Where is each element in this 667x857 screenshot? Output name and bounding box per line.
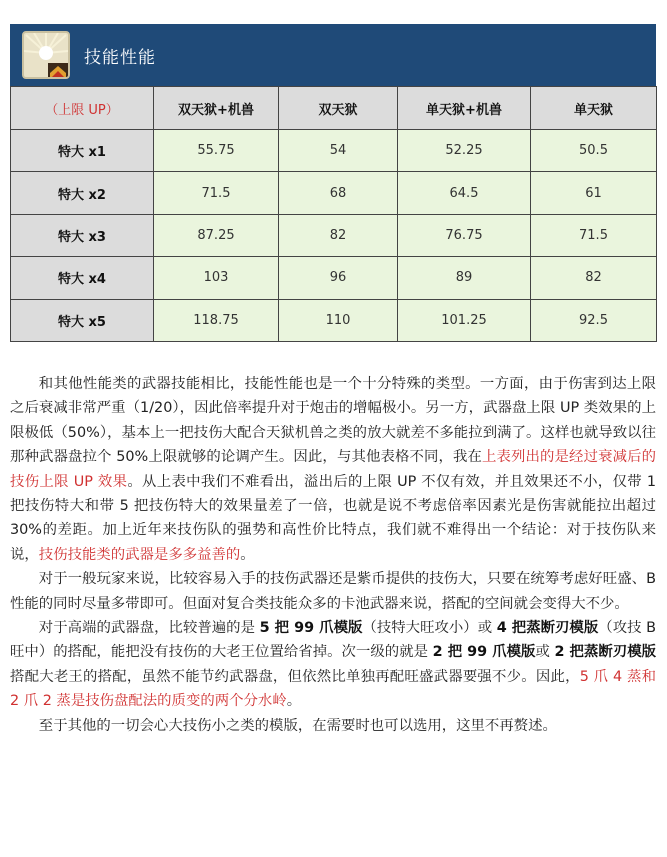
row-header: 特大 x1 [11,130,154,172]
skill-icon [22,31,70,79]
row-header: 特大 x4 [11,257,154,299]
column-header: 双天狱 [279,87,398,130]
highlight-text: 技伤技能类的武器是多多益善的 [38,546,241,563]
table-row [11,172,657,214]
paragraph-1: 和其他性能类的武器技能相比，技能性能也是一个十分特殊的类型。一方面，由于伤害到达上限之后衰减非常严重（1/20），因此倍率提升对于炮击的增幅极小。另一方，武器盘上限 UP 类效果的上限极低（50%），基本上一把技伤大配合天狱机兽之类的放大就差不多能拉到满了。这样也就导致以往那种武器盘拉个 50%上限就够的论调产生。因此，与其他表格不同，我在上表列出的是经过衰减后的技伤上限 UP 效果。从上表中我们不难看出，溢出后的上限 UP 不仅有效，并且效果还不小，仅带 1 把技伤特大和带 5 把技伤特大的效果量差了一倍，也就是说不考虑倍率因素光是伤害就能拉出超过 30%的差距。加上近年来技伤队的强势和高性价比特点，我们就不难得出一个结论：对于技伤队来说，技伤技能类的武器是多多益善的。 [10,376,656,563]
table-cell: 101.25 [398,299,531,341]
bold-term: 4 把蒸断刃模版 [496,620,599,637]
paragraph-2: 对于一般玩家来说，比较容易入手的技伤武器还是紫币提供的技伤大，只要在统筹考虑好旺盛、B 性能的同时尽量多带即可。但面对复合类技能众多的卡池武器来说，搭配的空间就会变得大不少。 [10,571,656,612]
table-cell: 103 [154,257,279,299]
table-corner-label: （上限 UP） [11,87,154,130]
table-cell: 87.25 [154,214,279,256]
table-cell: 64.5 [398,172,531,214]
table-row [11,299,657,341]
table-cell: 52.25 [398,130,531,172]
table-row [11,130,657,172]
paragraph-4: 至于其他的一切会心大技伤小之类的模版，在需要时也可以选用，这里不再赘述。 [38,717,557,734]
row-header: 特大 x3 [11,214,154,256]
row-header: 特大 x2 [11,172,154,214]
table-cell: 71.5 [531,214,657,256]
table-row [11,257,657,299]
column-header: 单天狱 [531,87,657,130]
table-cell: 50.5 [531,130,657,172]
paragraph-3: 对于高端的武器盘，比较普遍的是 5 把 99 爪模版（技特大旺攻小）或 4 把蒸断刃模版（攻技 B 旺中）的搭配，能把没有技伤的大老王位置给省掉。次一级的就是 2 把 99 爪模版或 2 把蒸断刃模版搭配大老王的搭配，虽然不能节约武器盘，但依然比单独再配旺盛武器要强不少。因此，5 爪 4 蒸和 2 爪 2 蒸是技伤盘配法的质变的两个分水岭。 [10,620,656,710]
table-row [11,214,657,256]
column-header: 双天狱+机兽 [154,87,279,130]
bold-term: 5 把 99 爪模版 [259,620,363,637]
table-cell: 110 [279,299,398,341]
table-cell: 76.75 [398,214,531,256]
page-title: 技能性能 [84,47,156,68]
table-cell: 82 [279,214,398,256]
table-cell: 96 [279,257,398,299]
bold-term: 2 把蒸断刃模版 [554,644,656,661]
skill-performance-table [10,86,657,342]
table-cell: 89 [398,257,531,299]
section-header [10,24,656,86]
highlight-text: 上表列出的是经过衰减后的技伤上限 UP 效果 [10,449,656,490]
article-body [10,372,656,738]
table-cell: 92.5 [531,299,657,341]
column-header: 单天狱+机兽 [398,87,531,130]
table-cell: 61 [531,172,657,214]
table-cell: 55.75 [154,130,279,172]
bold-term: 2 把 99 爪模版 [432,644,536,661]
table-cell: 71.5 [154,172,279,214]
table-cell: 54 [279,130,398,172]
table-cell: 82 [531,257,657,299]
row-header: 特大 x5 [11,299,154,341]
highlight-text: 5 爪 4 蒸和 2 爪 2 蒸是技伤盘配法的质变的两个分水岭 [10,668,656,710]
table-cell: 118.75 [154,299,279,341]
table-header-row [11,87,657,130]
table-cell: 68 [279,172,398,214]
